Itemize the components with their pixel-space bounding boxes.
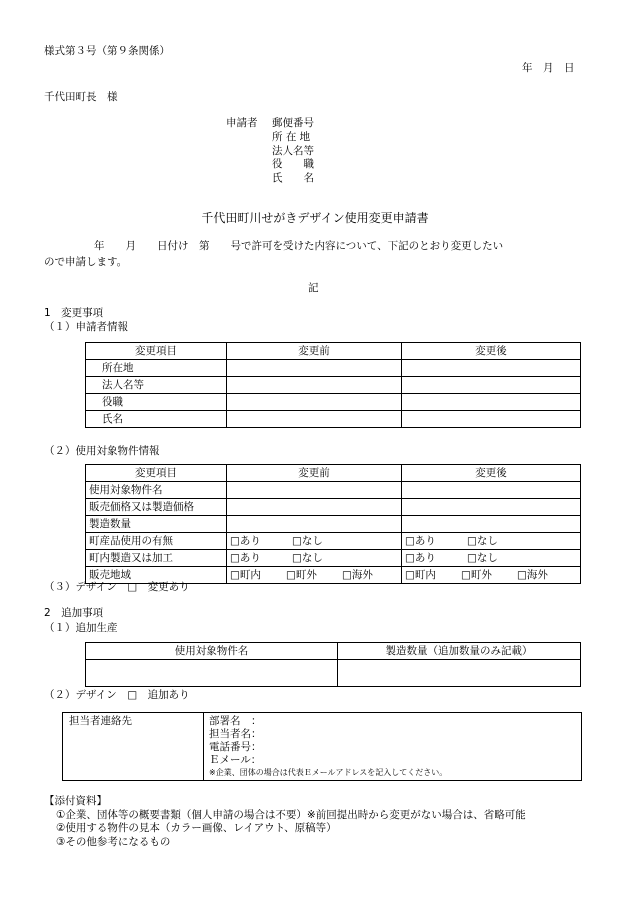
after-cell[interactable] <box>402 377 581 394</box>
checkbox-ari[interactable]: □あり <box>405 551 436 564</box>
section1-sub1: （１）申請者情報 <box>44 321 128 333</box>
after-cell[interactable] <box>402 499 581 516</box>
row-label: 販売地域 <box>86 567 227 584</box>
before-options <box>227 550 402 567</box>
row-label: 町産品使用の有無 <box>86 533 227 550</box>
item-change-table <box>85 464 581 584</box>
table2-header-item: 変更項目 <box>86 465 227 482</box>
table-row <box>86 377 581 394</box>
contact-note: ※企業、団体の場合は代表Ｅメールアドレスを記入してください。 <box>209 768 448 777</box>
attachment-item-3: ③その他参考になるもの <box>56 836 171 848</box>
additional-production-table <box>85 642 581 687</box>
item-name-cell[interactable] <box>86 660 338 687</box>
contact-person[interactable]: 担当者名： <box>209 728 262 740</box>
applicant-postal: 郵便番号 <box>272 117 314 129</box>
table-row <box>86 482 581 499</box>
before-cell[interactable] <box>227 377 402 394</box>
table1-header-item: 変更項目 <box>86 343 227 360</box>
before-cell[interactable] <box>227 360 402 377</box>
table-row <box>86 660 581 687</box>
before-cell[interactable] <box>227 411 402 428</box>
table-row <box>86 550 581 567</box>
checkbox-nashi[interactable]: □なし <box>292 551 323 564</box>
before-options <box>227 567 402 584</box>
table-row <box>86 516 581 533</box>
before-cell[interactable] <box>227 482 402 499</box>
section1-heading: 1 変更事項 <box>44 307 104 319</box>
checkbox-nashi[interactable]: □なし <box>292 534 323 547</box>
checkbox-nashi[interactable]: □なし <box>467 534 498 547</box>
before-cell[interactable] <box>227 516 402 533</box>
row-label: 使用対象物件名 <box>86 482 227 499</box>
after-cell[interactable] <box>402 360 581 377</box>
checkbox-nashi[interactable]: □なし <box>467 551 498 564</box>
applicant-label: 申請者 <box>226 117 258 129</box>
table3-header-qty: 製造数量（追加数量のみ記載） <box>338 643 581 660</box>
before-cell[interactable] <box>227 499 402 516</box>
section2-sub2: （２）デザイン □ 追加あり <box>44 689 190 701</box>
checkbox-kaigai[interactable]: □海外 <box>517 568 548 581</box>
contact-department[interactable]: 部署名 ： <box>209 715 262 727</box>
row-label: 氏名 <box>86 411 227 428</box>
contact-box <box>62 712 582 781</box>
section2-heading: 2 追加事項 <box>44 607 104 619</box>
after-cell[interactable] <box>402 394 581 411</box>
checkbox-ari[interactable]: □あり <box>230 534 261 547</box>
contact-phone[interactable]: 電話番号： <box>209 741 262 753</box>
row-label: 製造数量 <box>86 516 227 533</box>
applicant-address: 所 在 地 <box>272 131 311 143</box>
table-row <box>86 499 581 516</box>
qty-cell[interactable] <box>338 660 581 687</box>
contact-email[interactable]: Ｅメール： <box>209 754 262 766</box>
checkbox-kaigai[interactable]: □海外 <box>342 568 373 581</box>
checkbox-chogai[interactable]: □町外 <box>286 568 317 581</box>
table2-header-after: 変更後 <box>402 465 581 482</box>
addressee: 千代田町長 様 <box>44 91 118 103</box>
before-cell[interactable] <box>227 394 402 411</box>
body-line-2: ので申請します。 <box>44 256 128 268</box>
row-label: 所在地 <box>86 360 227 377</box>
table-row <box>86 411 581 428</box>
table1-header-before: 変更前 <box>227 343 402 360</box>
attachments-heading: 【添付資料】 <box>44 795 107 807</box>
contact-label: 担当者連絡先 <box>69 715 132 727</box>
after-options <box>402 567 581 584</box>
row-label: 町内製造又は加工 <box>86 550 227 567</box>
applicant-name: 氏 名 <box>272 172 314 184</box>
document-title: 千代田町川せがきデザイン使用変更申請書 <box>201 211 429 225</box>
checkbox-ari[interactable]: □あり <box>405 534 436 547</box>
date-line: 年 月 日 <box>522 62 575 74</box>
applicant-role: 役 職 <box>272 158 314 170</box>
table2-header-before: 変更前 <box>227 465 402 482</box>
section1-sub2: （２）使用対象物件情報 <box>44 445 160 457</box>
table-row <box>86 394 581 411</box>
applicant-change-table <box>85 342 581 428</box>
table3-header-item: 使用対象物件名 <box>86 643 338 660</box>
section2-sub1: （１）追加生産 <box>44 622 118 634</box>
row-label: 役職 <box>86 394 227 411</box>
contact-divider <box>203 713 204 780</box>
ki-marker: 記 <box>308 282 319 294</box>
row-label: 販売価格又は製造価格 <box>86 499 227 516</box>
table1-header-after: 変更後 <box>402 343 581 360</box>
after-cell[interactable] <box>402 516 581 533</box>
checkbox-chonai[interactable]: □町内 <box>405 568 436 581</box>
after-options <box>402 533 581 550</box>
table-row <box>86 533 581 550</box>
before-options <box>227 533 402 550</box>
table-row <box>86 360 581 377</box>
checkbox-chonai[interactable]: □町内 <box>230 568 261 581</box>
row-label: 法人名等 <box>86 377 227 394</box>
after-options <box>402 550 581 567</box>
section1-sub3: （３）デザイン □ 変更あり <box>44 581 190 593</box>
attachment-item-1: ①企業、団体等の概要書類（個人申請の場合は不要）※前回提出時から変更がない場合は、省略可能 <box>56 809 526 821</box>
after-cell[interactable] <box>402 482 581 499</box>
attachment-item-2: ②使用する物件の見本（カラー画像、レイアウト、原稿等） <box>56 822 337 834</box>
checkbox-ari[interactable]: □あり <box>230 551 261 564</box>
applicant-corp: 法人名等 <box>272 145 314 157</box>
form-number: 様式第３号（第９条関係） <box>44 45 170 57</box>
checkbox-chogai[interactable]: □町外 <box>461 568 492 581</box>
after-cell[interactable] <box>402 411 581 428</box>
body-line-1: 年 月 日付け 第 号で許可を受けた内容について、下記のとおり変更したい <box>94 240 504 252</box>
